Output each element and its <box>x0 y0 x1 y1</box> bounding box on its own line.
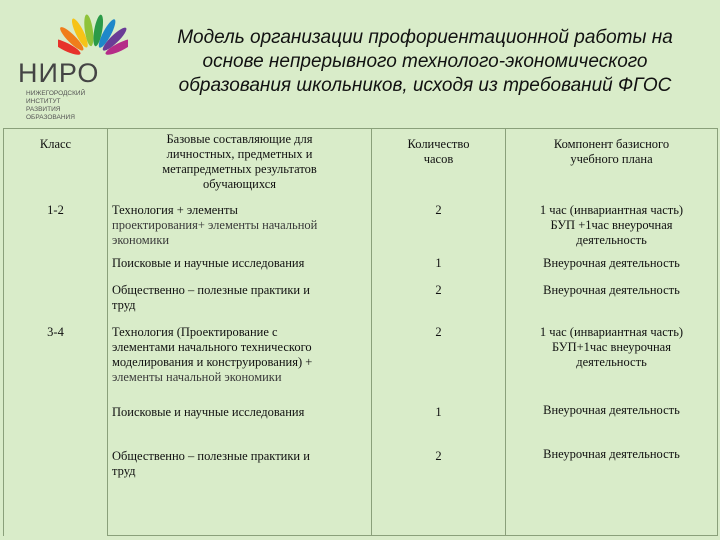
component-cell <box>108 281 372 323</box>
table-row <box>4 443 718 536</box>
cell-line: моделирования и конструирования) + <box>112 354 313 369</box>
cell-line: БУП +1час внеурочная <box>550 217 673 232</box>
title-line: Модель организации профориентационной работы на <box>177 27 673 48</box>
logo-subtitle-line: ИНСТИТУТ <box>26 98 61 105</box>
header-line: учебного плана <box>570 152 653 166</box>
cell-line: 1 час (инвариантная часть) <box>539 202 684 217</box>
cell-line: деятельность <box>576 232 647 247</box>
cell-line: БУП+1час внеурочная <box>552 339 671 354</box>
hours-cell: 2 <box>372 443 506 536</box>
cell-line: труд <box>112 463 136 478</box>
table-header-row <box>4 129 718 201</box>
table-row <box>4 254 718 281</box>
plan-cell: Внеурочная деятельность <box>506 443 718 536</box>
logo-subtitle-line: ОБРАЗОВАНИЯ <box>26 114 75 121</box>
hours-cell: 2 <box>372 281 506 323</box>
header-line: метапредметных результатов <box>162 162 317 176</box>
hours-cell: 2 <box>372 323 506 399</box>
table-row <box>4 323 718 399</box>
plan-cell <box>506 201 718 254</box>
header-line: Базовые составляющие для <box>166 132 313 146</box>
hours-cell: 1 <box>372 399 506 443</box>
table-row <box>4 201 718 254</box>
title-line: основе непрерывного технолого-экономического <box>202 51 648 72</box>
logo-name: НИРО <box>18 58 100 88</box>
cell-line: проектирования+ элементы начальной <box>112 217 318 232</box>
component-cell <box>108 323 372 399</box>
niro-logo <box>18 10 138 125</box>
plan-cell: Внеурочная деятельность <box>506 254 718 281</box>
logo-subtitle <box>26 90 116 122</box>
component-cell: Поисковые и научные исследования <box>108 399 372 443</box>
header-line: Количество <box>407 137 470 151</box>
cell-line: элементы начальной экономики <box>112 369 282 384</box>
header-line: часов <box>423 152 454 166</box>
header-line: Компонент базисного <box>553 137 670 151</box>
logo-fan-icon <box>58 10 128 60</box>
plan-cell <box>506 323 718 399</box>
cell-line: Общественно – полезные практики и <box>112 282 310 297</box>
cell-line: экономики <box>112 232 170 247</box>
table-row <box>4 399 718 443</box>
cell-line: Общественно – полезные практики и <box>112 448 310 463</box>
hours-cell: 1 <box>372 254 506 281</box>
hours-cell: 2 <box>372 201 506 254</box>
header-plan <box>506 129 718 201</box>
component-cell <box>108 201 372 254</box>
curriculum-table <box>3 128 718 536</box>
cell-line: труд <box>112 297 136 312</box>
cell-line: элементами начального технического <box>112 339 312 354</box>
cell-line: Технология (Проектирование с <box>112 324 278 339</box>
header-components <box>108 129 372 201</box>
plan-cell: Внеурочная деятельность <box>506 281 718 323</box>
header-line: личностных, предметных и <box>166 147 313 161</box>
component-cell <box>108 443 372 536</box>
header-hours <box>372 129 506 201</box>
logo-subtitle-line: РАЗВИТИЯ <box>26 106 61 113</box>
cell-line: деятельность <box>576 354 647 369</box>
component-cell: Поисковые и научные исследования <box>108 254 372 281</box>
header-line: обучающихся <box>202 177 277 191</box>
table-row <box>4 281 718 323</box>
grade-cell: 3-4 <box>4 323 108 536</box>
title-line: образования школьников, исходя из требований ФГОС <box>178 75 672 96</box>
plan-cell: Внеурочная деятельность <box>506 399 718 443</box>
logo-subtitle-line: НИЖЕГОРОДСКИЙ <box>26 90 86 97</box>
header-grade: Класс <box>4 129 108 201</box>
cell-line: Технология + элементы <box>112 202 238 217</box>
cell-line: 1 час (инвариантная часть) <box>539 324 684 339</box>
page-title <box>132 26 718 98</box>
grade-cell: 1-2 <box>4 201 108 323</box>
